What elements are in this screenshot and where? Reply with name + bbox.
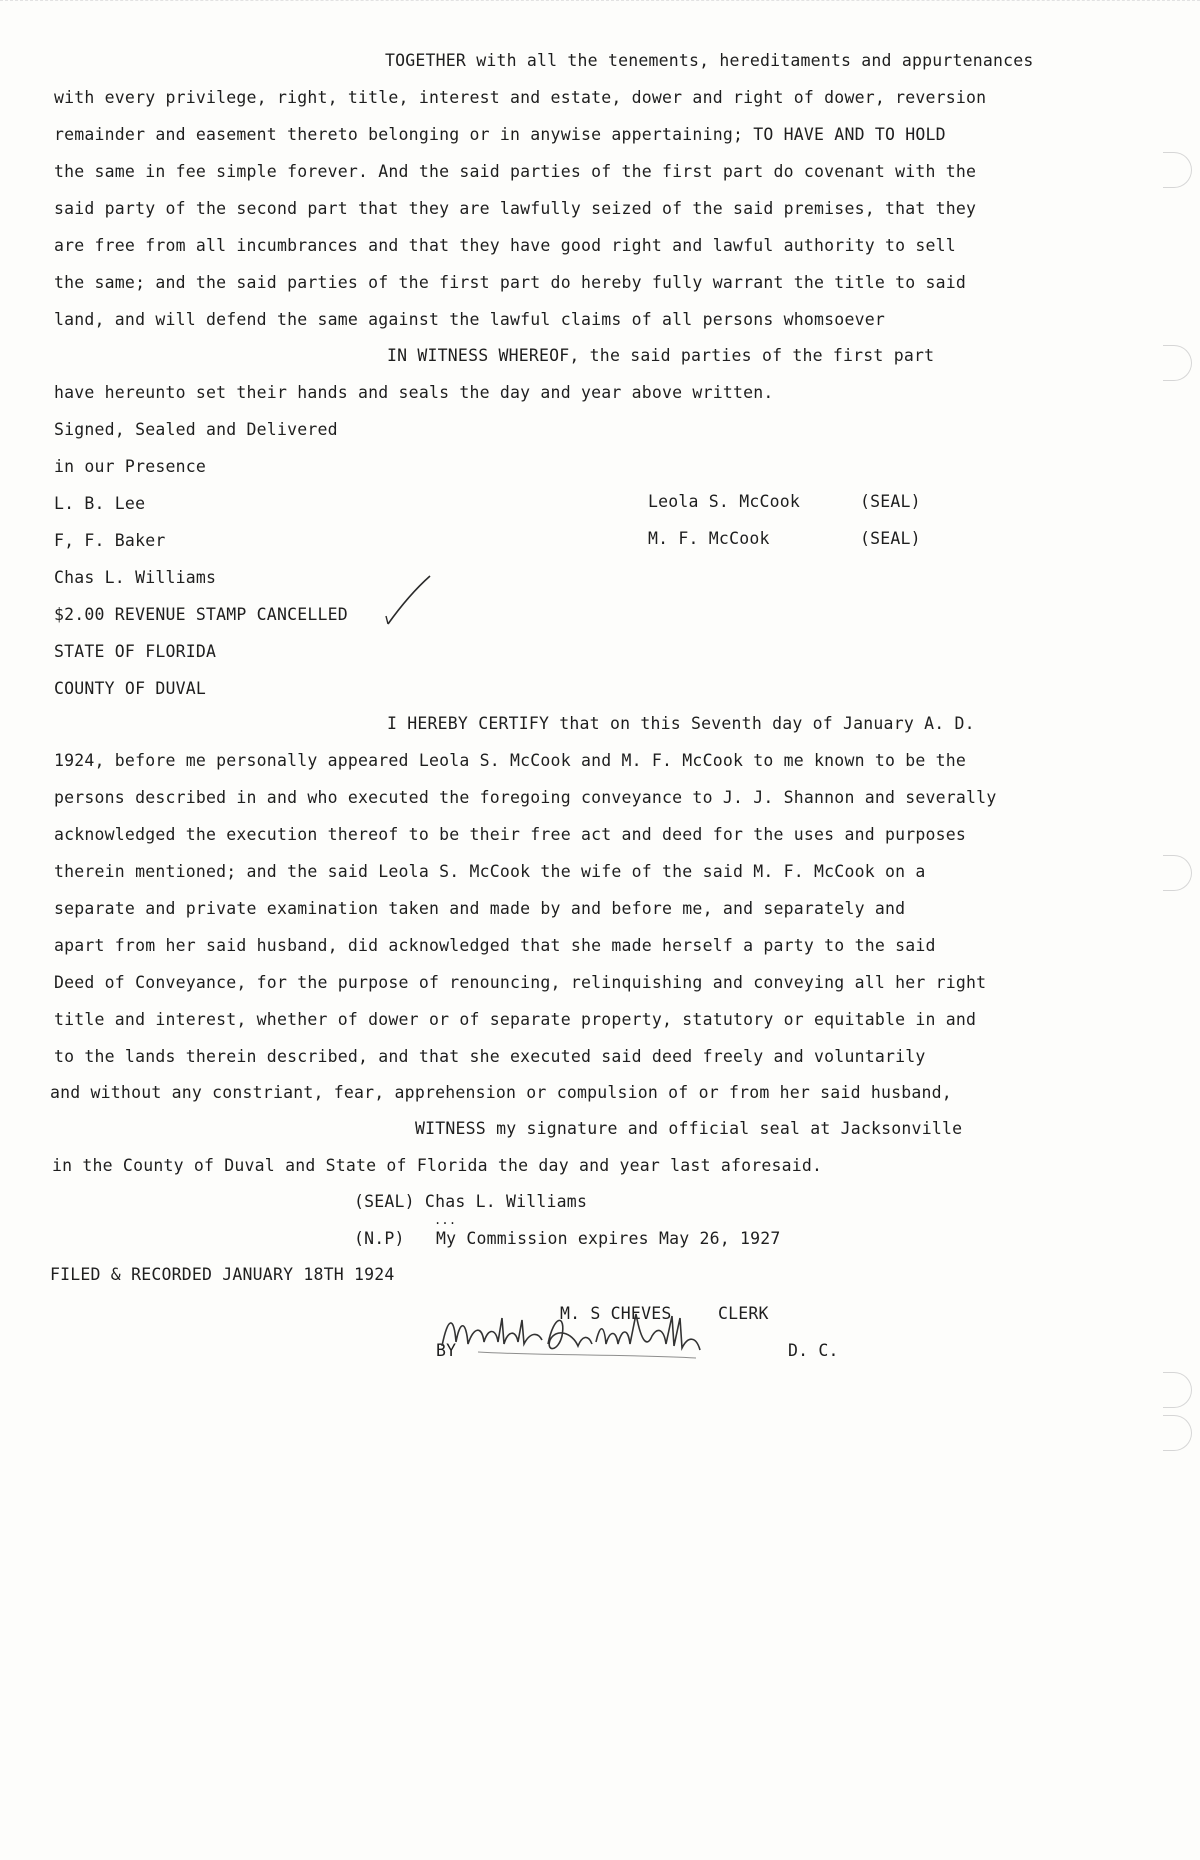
deputy-clerk-label: D. C.: [788, 1341, 839, 1360]
certificate-line: acknowledged the execution thereof to be their free act and deed for the uses and purposes: [54, 825, 967, 844]
punch-hole: [1163, 1372, 1192, 1408]
deed-line: TOGETHER with all the tenements, hereditaments and appurtenances: [385, 51, 1034, 70]
state-line: STATE OF FLORIDA: [54, 642, 217, 661]
grantor-name: Leola S. McCook: [648, 492, 801, 511]
certificate-line: I HEREBY CERTIFY that on this Seventh day of January A. D.: [387, 714, 975, 733]
deed-line: said party of the second part that they are lawfully seized of the said premises, that they: [54, 199, 977, 218]
punch-hole: [1163, 345, 1192, 381]
certificate-line: apart from her said husband, did acknowledged that she made herself a party to the said: [54, 936, 936, 955]
certificate-line: persons described in and who executed the foregoing conveyance to J. J. Shannon and severally: [54, 788, 997, 807]
punch-hole: [1163, 1415, 1192, 1451]
page-top-edge: [0, 0, 1200, 7]
certificate-line: 1924, before me personally appeared Leola S. McCook and M. F. McCook to me known to be the: [54, 751, 967, 770]
county-line: COUNTY OF DUVAL: [54, 679, 207, 698]
deed-line: IN WITNESS WHEREOF, the said parties of the first part: [387, 346, 935, 365]
certificate-line: separate and private examination taken and made by and before me, and separately and: [54, 899, 906, 918]
notary-seal-line: (SEAL) Chas L. Williams: [354, 1192, 588, 1211]
presence-line: in our Presence: [54, 457, 207, 476]
grantor-seal: (SEAL): [860, 492, 921, 511]
deed-line: are free from all incumbrances and that they have good right and lawful authority to sell: [54, 236, 956, 255]
deed-line: land, and will defend the same against the lawful claims of all persons whomsoever: [54, 310, 885, 329]
witness-name: Chas L. Williams: [54, 568, 217, 587]
grantor-name: M. F. McCook: [648, 529, 770, 548]
certificate-line: and without any constriant, fear, apprehension or compulsion of or from her said husband,: [50, 1083, 952, 1102]
certificate-line: Deed of Conveyance, for the purpose of renouncing, relinquishing and conveying all her right: [54, 973, 987, 992]
notary-public-label: (N.P): [354, 1229, 405, 1248]
deed-line: remainder and easement thereto belonging or in anywise appertaining; TO HAVE AND TO HOLD: [54, 125, 946, 144]
certificate-line: title and interest, whether of dower or of separate property, statutory or equitable in and: [54, 1010, 977, 1029]
witness-name: F, F. Baker: [54, 531, 166, 550]
revenue-stamp-line: $2.00 REVENUE STAMP CANCELLED: [54, 605, 348, 624]
deed-line: the same; and the said parties of the first part do hereby fully warrant the title to said: [54, 273, 967, 292]
certificate-line: in the County of Duval and State of Florida the day and year last aforesaid.: [52, 1156, 823, 1175]
dot-leader: ...: [434, 1213, 457, 1227]
deed-line: with every privilege, right, title, interest and estate, dower and right of dower, reversion: [54, 88, 987, 107]
witness-name: L. B. Lee: [54, 494, 146, 513]
certificate-line: therein mentioned; and the said Leola S. McCook the wife of the said M. F. McCook on a: [54, 862, 926, 881]
grantor-seal: (SEAL): [860, 529, 921, 548]
by-label: BY: [436, 1341, 457, 1360]
certificate-line: to the lands therein described, and that she executed said deed freely and voluntarily: [54, 1047, 926, 1066]
filed-recorded-line: FILED & RECORDED JANUARY 18TH 1924: [50, 1265, 395, 1284]
clerk-name: M. S CHEVES: [560, 1304, 672, 1323]
deed-line: the same in fee simple forever. And the said parties of the first part do covenant with the: [54, 162, 977, 181]
certificate-line: WITNESS my signature and official seal at Jacksonville: [415, 1119, 963, 1138]
deed-line: have hereunto set their hands and seals the day and year above written.: [54, 383, 774, 402]
punch-hole: [1163, 152, 1192, 188]
clerk-title: CLERK: [718, 1304, 769, 1323]
commission-expiry: My Commission expires May 26, 1927: [436, 1229, 781, 1248]
signed-sealed-line: Signed, Sealed and Delivered: [54, 420, 338, 439]
deputy-clerk-signature: [438, 1306, 758, 1374]
stamp-cancel-mark: [384, 572, 436, 628]
punch-hole: [1163, 855, 1192, 891]
